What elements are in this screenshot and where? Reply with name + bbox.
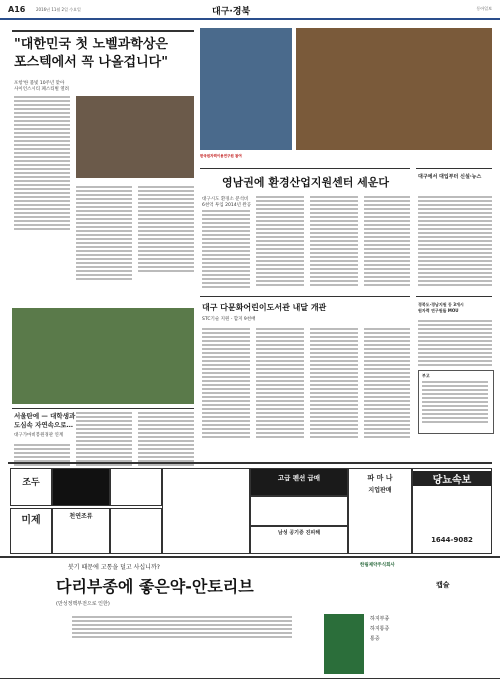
product-box [324,614,364,674]
classified-box-4 [10,508,52,554]
ad-headline-suffix: 캡슐 [436,581,450,589]
middle-body-col4 [364,328,410,440]
ad-items [370,614,389,644]
right-col-body [418,320,492,368]
left-bottom-headline [14,412,75,430]
left-mid-photo [12,308,194,404]
left-bottom-subhead: 대구가마비봉원경관 연계 [14,433,64,438]
center-body-col1 [202,210,250,290]
ad-footer-rule [0,678,500,679]
notice-box [418,370,494,434]
middle-headline: 대구 다문화어린이도서관 내달 개관 [202,303,327,312]
ad-tagline: 붓기 때문에 고통을 덜고 사십니까? [68,564,160,571]
middle-body-col3 [310,328,358,440]
right-top-headline: 대구에서 대입부터 신설·뉴스 [418,174,482,180]
lead-headline [14,36,192,72]
lead-rule [12,30,194,32]
middle-subhead: STC기술 지원 - 합지 9천배 [202,317,256,322]
lead-body-col2 [76,186,132,282]
middle-body-col2 [256,328,304,440]
lead-photo [76,96,194,178]
classified-box-11 [348,468,412,554]
photo-caption-text: 한국원자력이용연구원 참여 [200,154,242,158]
center-headline: 영남권에 환경산업지원센터 세운다 [222,176,390,189]
notice-label: 부고 [422,373,430,378]
lead-headline-line2: 포스텍에서 꼭 나올겁니다" [14,55,168,70]
ad-item-3: 통증 [370,636,380,642]
center-photo-2 [296,28,492,150]
classified-box-10 [250,526,348,554]
classified-box-10-title: 남성 공기증 진피해 [277,530,321,536]
classified-box-8-title: 고급 펜션 급매 [277,474,321,482]
lead-subhead-line2: 사이언스시티 폐스티벌 열려 [14,87,70,92]
classified-box-1 [10,468,52,506]
ad-brand: 한림제약주식회사 [360,563,395,568]
section-title: 대구·경북 [212,7,251,17]
classified-box-7 [162,468,250,554]
lead-subhead-line1: 포항'한 불빛 10주년 맞아 [14,81,65,86]
classified-box-8 [250,468,348,496]
right-top-rule [416,168,492,169]
lead-subhead [14,80,69,92]
classified-box-11-subtitle: 지업판매 [368,487,392,494]
center-subhead-line2: 6천억 투입 2014년 완공 [202,203,252,208]
classified-box-12-title: 당뇨속보 [413,471,491,486]
classified-box-1-title: 조두 [22,478,40,488]
ad-body-text [72,616,292,640]
ad-headline: 다리부종에 좋은약-안토리브 [56,577,254,596]
ad-item-1: 하지부종 [370,616,390,622]
left-bottom-headline-line1: 서울탄에 — 대학생과 [14,412,76,420]
center-subhead-line1: 대구시도 환경소 분석비 [202,197,249,202]
center-body-col3 [310,196,358,288]
ad-subline: (만성정맥부전으로 인한) [56,601,110,607]
page-number: A16 [8,5,26,14]
center-rule [200,168,410,169]
photo-caption [200,154,492,159]
center-body-col4 [364,196,410,288]
right-col-rule [416,296,492,297]
classifieds-area [8,462,492,556]
lead-body-col1 [14,96,70,232]
center-subhead [202,196,251,208]
right-col-headline-line2: 원자력 연구원들 MOU [418,308,459,313]
middle-rule [200,296,410,297]
lead-headline-line1: "대한민국 첫 노벨과학상은 [14,37,168,52]
classified-box-5 [52,508,110,554]
classified-box-5-title: 천연조류 [69,513,93,520]
classified-box-2 [52,468,110,506]
notice-body [422,381,488,425]
classified-box-4-title: 미제 [21,515,41,526]
middle-body-col1 [202,328,250,440]
left-mid-rule [12,408,194,409]
classified-box-12 [412,468,492,554]
right-col-headline-line1: 경북도·경남지원 등 3개시 [418,302,464,307]
ad-item-2: 하지통증 [370,626,390,632]
center-body-col2 [256,196,304,288]
left-bottom-headline-line2: 도심속 자연속으로… [14,421,73,429]
classified-box-6 [110,508,162,554]
newspaper-name: 동아일보 [476,6,492,11]
bottom-advertisement [0,556,500,693]
lead-body-col3 [138,186,194,274]
right-top-body [418,196,492,288]
center-photo-1 [200,28,292,150]
page-header [0,0,500,20]
classified-box-12-phone: 1644-9082 [431,536,473,544]
right-col-headline [418,302,464,314]
classified-box-11-title: 파 마 나 [367,474,393,482]
classified-box-3 [110,468,162,506]
classified-box-9 [250,496,348,526]
publication-date: 2016년 11월 2일 수요일 [36,7,81,12]
